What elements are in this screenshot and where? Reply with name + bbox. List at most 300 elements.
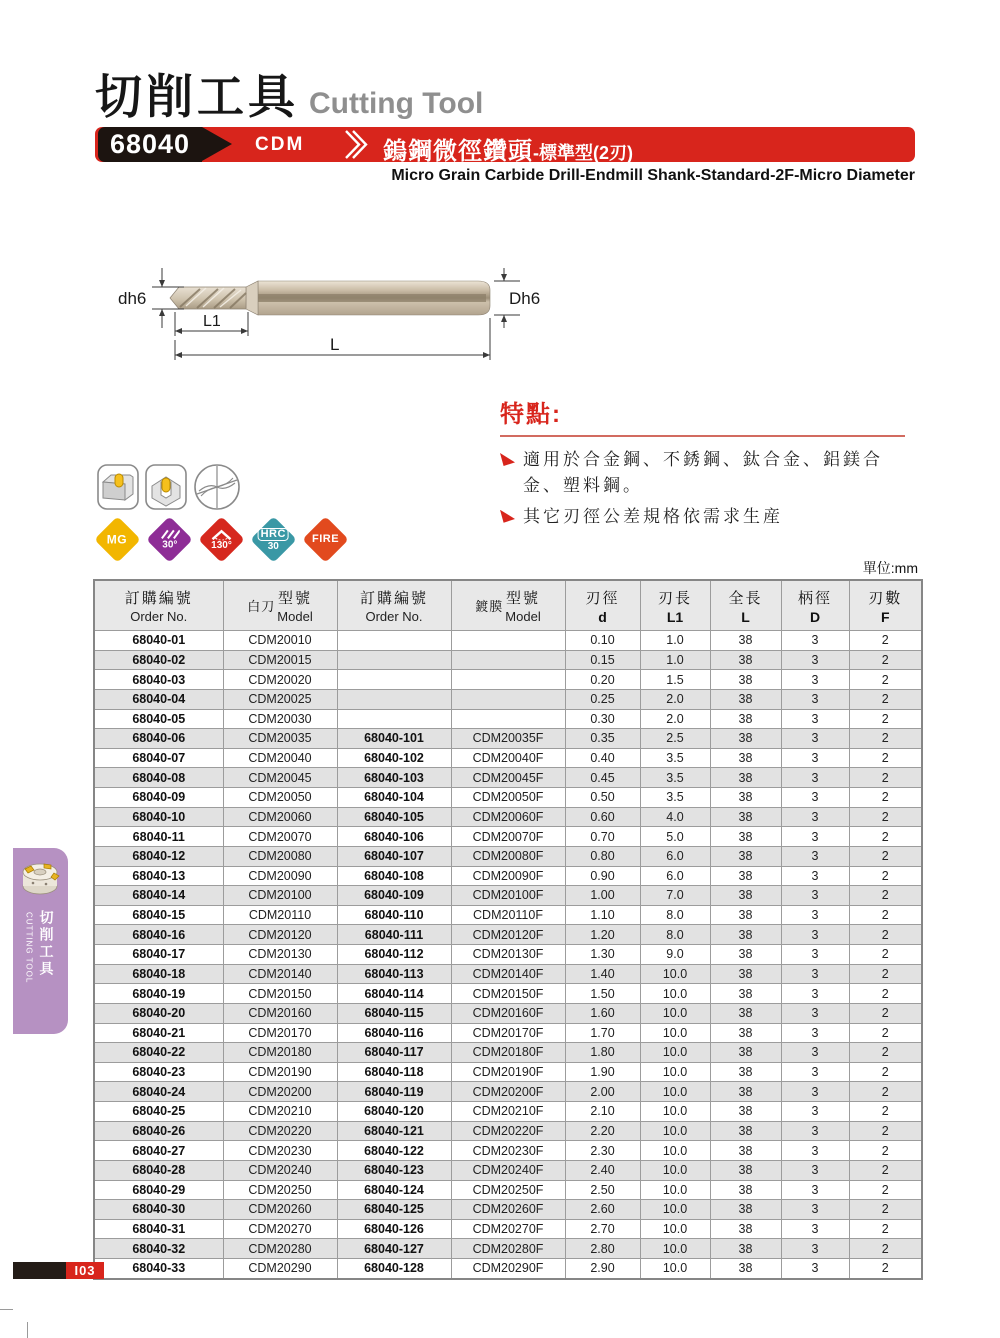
helix-icon xyxy=(160,529,180,539)
table-row xyxy=(94,886,922,906)
table-cell: 3 xyxy=(781,689,849,709)
table-cell: 38 xyxy=(710,945,781,965)
table-cell: CDM20090 xyxy=(223,866,337,886)
table-cell: CDM20040F xyxy=(451,748,565,768)
table-row xyxy=(94,650,922,670)
table-cell: CDM20220F xyxy=(451,1121,565,1141)
table-cell: 3 xyxy=(781,1003,849,1023)
table-cell: 38 xyxy=(710,1121,781,1141)
badge-hrc-30 xyxy=(250,516,297,563)
table-cell: 3 xyxy=(781,964,849,984)
table-cell: 10.0 xyxy=(640,964,710,984)
table-cell: 1.10 xyxy=(565,905,640,925)
table-cell: 2 xyxy=(849,964,922,984)
spec-table-body xyxy=(94,631,922,1279)
table-cell: 68040-116 xyxy=(337,1023,451,1043)
table-cell: 68040-114 xyxy=(337,984,451,1004)
table-cell xyxy=(337,670,451,690)
table-cell: 68040-21 xyxy=(94,1023,223,1043)
table-cell: 1.5 xyxy=(640,670,710,690)
page-number: I03 xyxy=(74,1263,96,1278)
table-cell: 3 xyxy=(781,1200,849,1220)
table-row xyxy=(94,827,922,847)
table-row xyxy=(94,1003,922,1023)
table-cell: CDM20170 xyxy=(223,1023,337,1043)
table-cell: 7.0 xyxy=(640,886,710,906)
table-cell: 2 xyxy=(849,886,922,906)
table-cell: 3 xyxy=(781,1259,849,1279)
table-cell: CDM20060F xyxy=(451,807,565,827)
table-cell: 38 xyxy=(710,689,781,709)
table-cell: CDM20100 xyxy=(223,886,337,906)
banner-subtitle-en: Micro Grain Carbide Drill-Endmill Shank-Standard-2F-Micro Diameter xyxy=(391,167,915,184)
table-cell: CDM20070F xyxy=(451,827,565,847)
table-cell: 2 xyxy=(849,1043,922,1063)
table-cell: 2 xyxy=(849,729,922,749)
table-cell: 2 xyxy=(849,1180,922,1200)
table-cell: 38 xyxy=(710,1141,781,1161)
table-row xyxy=(94,1180,922,1200)
table-cell: 68040-14 xyxy=(94,886,223,906)
table-cell: 38 xyxy=(710,846,781,866)
table-row xyxy=(94,1043,922,1063)
table-cell: 2 xyxy=(849,788,922,808)
table-row xyxy=(94,1102,922,1122)
table-cell: 68040-24 xyxy=(94,1082,223,1102)
table-cell: 10.0 xyxy=(640,1239,710,1259)
table-cell: 38 xyxy=(710,1003,781,1023)
table-cell: CDM20110 xyxy=(223,905,337,925)
table-cell: 38 xyxy=(710,788,781,808)
table-cell: 68040-102 xyxy=(337,748,451,768)
table-cell xyxy=(451,670,565,690)
table-cell: 2 xyxy=(849,1160,922,1180)
table-cell: 68040-107 xyxy=(337,846,451,866)
table-cell: 38 xyxy=(710,866,781,886)
table-cell: 68040-16 xyxy=(94,925,223,945)
table-cell: 3 xyxy=(781,729,849,749)
table-cell: 0.20 xyxy=(565,670,640,690)
spec-table xyxy=(93,579,923,1280)
table-cell: 68040-20 xyxy=(94,1003,223,1023)
table-cell: CDM20270 xyxy=(223,1219,337,1239)
dim-label-l: L xyxy=(330,335,340,354)
table-cell: 0.70 xyxy=(565,827,640,847)
table-row xyxy=(94,846,922,866)
table-cell: CDM20180 xyxy=(223,1043,337,1063)
table-cell: CDM20230 xyxy=(223,1141,337,1161)
table-cell: CDM20120F xyxy=(451,925,565,945)
table-cell: 2 xyxy=(849,650,922,670)
table-cell: 38 xyxy=(710,1023,781,1043)
property-badges xyxy=(95,517,348,562)
table-row xyxy=(94,964,922,984)
table-cell: 9.0 xyxy=(640,945,710,965)
table-cell: CDM20200 xyxy=(223,1082,337,1102)
table-cell: 6.0 xyxy=(640,846,710,866)
banner-title-suffix: -標準型(2刃) xyxy=(533,143,633,163)
feature-text: 其它刃徑公差規格依需求生産 xyxy=(523,506,783,526)
table-cell: 2.80 xyxy=(565,1239,640,1259)
table-cell: 68040-123 xyxy=(337,1160,451,1180)
table-cell: CDM20025 xyxy=(223,689,337,709)
table-cell: 68040-121 xyxy=(337,1121,451,1141)
sidebar-tab-label-en: CUTTING TOOL xyxy=(24,912,34,984)
table-cell: 3 xyxy=(781,1082,849,1102)
table-cell: 68040-105 xyxy=(337,807,451,827)
table-cell: 38 xyxy=(710,768,781,788)
sidebar-tab-label-zh: 切削工具 xyxy=(38,910,55,978)
table-cell: 1.20 xyxy=(565,925,640,945)
table-cell: 0.40 xyxy=(565,748,640,768)
table-cell: 2.20 xyxy=(565,1121,640,1141)
table-cell xyxy=(451,709,565,729)
table-row xyxy=(94,1141,922,1161)
table-cell: 3 xyxy=(781,866,849,886)
table-row xyxy=(94,729,922,749)
table-cell: CDM20250 xyxy=(223,1180,337,1200)
table-cell: 2 xyxy=(849,631,922,651)
table-cell: 3 xyxy=(781,846,849,866)
table-cell: 3 xyxy=(781,827,849,847)
table-row xyxy=(94,807,922,827)
table-cell: 10.0 xyxy=(640,1219,710,1239)
table-cell: 1.0 xyxy=(640,631,710,651)
table-row xyxy=(94,689,922,709)
table-cell: CDM20035 xyxy=(223,729,337,749)
badge-fire xyxy=(302,516,349,563)
table-cell: 2 xyxy=(849,1082,922,1102)
table-cell: 68040-33 xyxy=(94,1259,223,1279)
table-cell: 68040-18 xyxy=(94,964,223,984)
table-row xyxy=(94,925,922,945)
table-cell: 3 xyxy=(781,1141,849,1161)
table-cell: 10.0 xyxy=(640,1200,710,1220)
table-row xyxy=(94,866,922,886)
table-cell: 68040-124 xyxy=(337,1180,451,1200)
table-cell: 3 xyxy=(781,1180,849,1200)
table-cell: CDM20120 xyxy=(223,925,337,945)
table-cell: 2 xyxy=(849,1102,922,1122)
col-diameter: 刃徑 d xyxy=(565,580,640,631)
table-cell: 3 xyxy=(781,1239,849,1259)
application-icons xyxy=(97,463,241,511)
table-cell: CDM20045F xyxy=(451,768,565,788)
table-cell: 38 xyxy=(710,905,781,925)
table-cell: CDM20250F xyxy=(451,1180,565,1200)
table-cell: CDM20290F xyxy=(451,1259,565,1279)
table-cell: 68040-03 xyxy=(94,670,223,690)
point-angle-icon xyxy=(211,529,233,540)
table-cell: 3.5 xyxy=(640,748,710,768)
table-cell: 10.0 xyxy=(640,1180,710,1200)
table-cell: 38 xyxy=(710,1043,781,1063)
table-cell: 3 xyxy=(781,709,849,729)
table-cell: 2 xyxy=(849,905,922,925)
table-cell: 0.60 xyxy=(565,807,640,827)
table-cell: 1.0 xyxy=(640,650,710,670)
unit-label: 單位:mm xyxy=(862,560,918,576)
table-cell: 2 xyxy=(849,670,922,690)
drill-diagram xyxy=(100,266,550,371)
table-cell: 38 xyxy=(710,650,781,670)
table-cell xyxy=(337,650,451,670)
table-cell: 68040-108 xyxy=(337,866,451,886)
table-cell: 3 xyxy=(781,1219,849,1239)
table-cell: 68040-05 xyxy=(94,709,223,729)
bullet-flag-icon xyxy=(500,453,515,466)
table-cell: CDM20240 xyxy=(223,1160,337,1180)
table-cell: 38 xyxy=(710,709,781,729)
table-cell: 68040-118 xyxy=(337,1062,451,1082)
table-cell: 3 xyxy=(781,1160,849,1180)
table-cell: 0.50 xyxy=(565,788,640,808)
table-cell: CDM20080 xyxy=(223,846,337,866)
table-cell: 38 xyxy=(710,1239,781,1259)
table-cell: CDM20280 xyxy=(223,1239,337,1259)
table-cell: 2.60 xyxy=(565,1200,640,1220)
table-cell: CDM20010 xyxy=(223,631,337,651)
table-row xyxy=(94,1062,922,1082)
table-row xyxy=(94,905,922,925)
table-cell: 68040-13 xyxy=(94,866,223,886)
table-cell xyxy=(337,689,451,709)
table-cell: 3 xyxy=(781,807,849,827)
table-cell: 0.15 xyxy=(565,650,640,670)
series-code-chip xyxy=(98,127,202,162)
table-cell: CDM20100F xyxy=(451,886,565,906)
table-cell: 68040-15 xyxy=(94,905,223,925)
badge-label: 30 xyxy=(267,540,280,552)
table-cell: 68040-28 xyxy=(94,1160,223,1180)
table-cell: 38 xyxy=(710,1102,781,1122)
table-cell: CDM20160 xyxy=(223,1003,337,1023)
footer-page-block xyxy=(66,1262,104,1279)
table-cell: 10.0 xyxy=(640,1141,710,1161)
table-row xyxy=(94,748,922,768)
table-cell: 38 xyxy=(710,1160,781,1180)
table-cell: 3 xyxy=(781,984,849,1004)
table-cell: 2 xyxy=(849,984,922,1004)
table-cell: 0.90 xyxy=(565,866,640,886)
table-cell: 3 xyxy=(781,905,849,925)
table-cell xyxy=(337,631,451,651)
dim-label-l1: L1 xyxy=(203,313,221,330)
table-cell: 68040-104 xyxy=(337,788,451,808)
table-cell: 38 xyxy=(710,670,781,690)
table-cell: 68040-19 xyxy=(94,984,223,1004)
table-cell: 68040-120 xyxy=(337,1102,451,1122)
table-cell: 38 xyxy=(710,964,781,984)
table-cell: 38 xyxy=(710,1219,781,1239)
table-row xyxy=(94,709,922,729)
feature-item xyxy=(500,447,920,500)
table-cell: 1.80 xyxy=(565,1043,640,1063)
table-cell: 1.50 xyxy=(565,984,640,1004)
table-cell: 68040-101 xyxy=(337,729,451,749)
table-cell: CDM20160F xyxy=(451,1003,565,1023)
table-cell: 38 xyxy=(710,827,781,847)
table-cell: CDM20130 xyxy=(223,945,337,965)
table-cell: 68040-27 xyxy=(94,1141,223,1161)
table-cell: CDM20035F xyxy=(451,729,565,749)
table-row xyxy=(94,631,922,651)
table-cell: 68040-23 xyxy=(94,1062,223,1082)
table-cell: 2.90 xyxy=(565,1259,640,1279)
table-cell: 1.00 xyxy=(565,886,640,906)
print-crop-mark xyxy=(27,1322,28,1338)
footer-bar xyxy=(13,1262,66,1279)
table-cell: 3 xyxy=(781,1062,849,1082)
table-cell: 68040-125 xyxy=(337,1200,451,1220)
table-cell: 10.0 xyxy=(640,1062,710,1082)
table-cell: CDM20030 xyxy=(223,709,337,729)
table-cell: 2.0 xyxy=(640,709,710,729)
table-row xyxy=(94,1160,922,1180)
table-cell: 2 xyxy=(849,1239,922,1259)
sidebar-tab-cutting-tool[interactable] xyxy=(13,848,68,1034)
table-cell: 3 xyxy=(781,1102,849,1122)
table-cell: 0.10 xyxy=(565,631,640,651)
table-cell: CDM20050F xyxy=(451,788,565,808)
spec-table-header xyxy=(94,580,922,631)
badge-label: 30° xyxy=(161,539,178,550)
table-cell: 10.0 xyxy=(640,1259,710,1279)
table-cell: 1.90 xyxy=(565,1062,640,1082)
features-heading: 特點: xyxy=(500,401,562,428)
features-section xyxy=(500,394,920,534)
table-cell: 3 xyxy=(781,748,849,768)
table-cell: 68040-06 xyxy=(94,729,223,749)
table-cell: CDM20050 xyxy=(223,788,337,808)
page-title xyxy=(95,60,483,127)
table-cell: CDM20290 xyxy=(223,1259,337,1279)
table-cell: 38 xyxy=(710,1180,781,1200)
table-cell: 38 xyxy=(710,631,781,651)
table-cell: 68040-128 xyxy=(337,1259,451,1279)
table-cell: CDM20110F xyxy=(451,905,565,925)
table-row xyxy=(94,1023,922,1043)
table-row xyxy=(94,1219,922,1239)
table-cell: CDM20220 xyxy=(223,1121,337,1141)
col-flute-length: 刃長 L1 xyxy=(640,580,710,631)
table-cell: 2 xyxy=(849,1003,922,1023)
table-cell: 2 xyxy=(849,1062,922,1082)
table-cell: 3 xyxy=(781,1043,849,1063)
table-cell: 2 xyxy=(849,1141,922,1161)
table-cell: 68040-07 xyxy=(94,748,223,768)
table-cell: 2.0 xyxy=(640,689,710,709)
bullet-flag-icon xyxy=(500,510,515,523)
table-cell: 68040-04 xyxy=(94,689,223,709)
table-cell: 68040-31 xyxy=(94,1219,223,1239)
table-cell: 2.00 xyxy=(565,1082,640,1102)
table-cell: 10.0 xyxy=(640,1003,710,1023)
badge-label: 130° xyxy=(211,539,232,551)
table-cell: 10.0 xyxy=(640,1102,710,1122)
table-cell: 38 xyxy=(710,886,781,906)
table-row xyxy=(94,1200,922,1220)
table-cell: 5.0 xyxy=(640,827,710,847)
table-cell: CDM20045 xyxy=(223,768,337,788)
table-cell: 0.30 xyxy=(565,709,640,729)
table-cell: 68040-122 xyxy=(337,1141,451,1161)
table-cell: CDM20170F xyxy=(451,1023,565,1043)
table-cell: CDM20210F xyxy=(451,1102,565,1122)
features-divider xyxy=(500,435,905,437)
table-cell: 3.5 xyxy=(640,768,710,788)
series-code: 68040 xyxy=(109,129,191,159)
table-cell: 1.70 xyxy=(565,1023,640,1043)
table-cell: CDM20140 xyxy=(223,964,337,984)
table-cell: CDM20180F xyxy=(451,1043,565,1063)
table-cell: 68040-126 xyxy=(337,1219,451,1239)
table-cell: CDM20260F xyxy=(451,1200,565,1220)
table-cell xyxy=(451,689,565,709)
table-cell: 38 xyxy=(710,1259,781,1279)
table-cell: 68040-32 xyxy=(94,1239,223,1259)
col-order-no-coated: 訂購編號 Order No. xyxy=(337,580,451,631)
feature-text: 適用於合金鋼、不銹鋼、鈦合金、鋁鎂合金、塑料鋼。 xyxy=(523,450,883,496)
table-cell: 68040-106 xyxy=(337,827,451,847)
drill-point-icon xyxy=(193,463,241,511)
table-row xyxy=(94,768,922,788)
table-row xyxy=(94,945,922,965)
table-cell: 3 xyxy=(781,1121,849,1141)
table-cell: CDM20040 xyxy=(223,748,337,768)
table-cell: 68040-11 xyxy=(94,827,223,847)
badge-label: MG xyxy=(107,532,128,547)
slot-milling-icon xyxy=(145,464,187,510)
col-overall-length: 全長 L xyxy=(710,580,781,631)
table-row xyxy=(94,1121,922,1141)
table-cell: 3 xyxy=(781,886,849,906)
table-cell: 2.10 xyxy=(565,1102,640,1122)
table-cell: 3 xyxy=(781,670,849,690)
table-cell: 1.60 xyxy=(565,1003,640,1023)
table-cell: 2 xyxy=(849,846,922,866)
table-cell: 10.0 xyxy=(640,1160,710,1180)
table-cell: 0.80 xyxy=(565,846,640,866)
table-cell: 2 xyxy=(849,1219,922,1239)
table-cell: 68040-01 xyxy=(94,631,223,651)
table-cell: 3.5 xyxy=(640,788,710,808)
table-cell: 2.30 xyxy=(565,1141,640,1161)
col-shank-diameter: 柄徑 D xyxy=(781,580,849,631)
dim-label-dh6: dh6 xyxy=(118,289,147,308)
table-row xyxy=(94,670,922,690)
table-cell: 6.0 xyxy=(640,866,710,886)
table-cell: 68040-112 xyxy=(337,945,451,965)
badge-mg xyxy=(94,516,141,563)
table-cell: 10.0 xyxy=(640,1043,710,1063)
table-cell: CDM20060 xyxy=(223,807,337,827)
table-cell: 68040-12 xyxy=(94,846,223,866)
table-cell: 68040-08 xyxy=(94,768,223,788)
table-cell: 3 xyxy=(781,1023,849,1043)
table-cell: 68040-22 xyxy=(94,1043,223,1063)
table-cell: CDM20130F xyxy=(451,945,565,965)
table-cell: 3 xyxy=(781,631,849,651)
table-cell: 68040-09 xyxy=(94,788,223,808)
table-cell: 68040-117 xyxy=(337,1043,451,1063)
table-cell: 68040-26 xyxy=(94,1121,223,1141)
table-cell: CDM20190F xyxy=(451,1062,565,1082)
table-cell: 0.45 xyxy=(565,768,640,788)
table-cell: 2.50 xyxy=(565,1180,640,1200)
dim-label-Dh6: Dh6 xyxy=(509,289,541,308)
table-cell: 68040-110 xyxy=(337,905,451,925)
